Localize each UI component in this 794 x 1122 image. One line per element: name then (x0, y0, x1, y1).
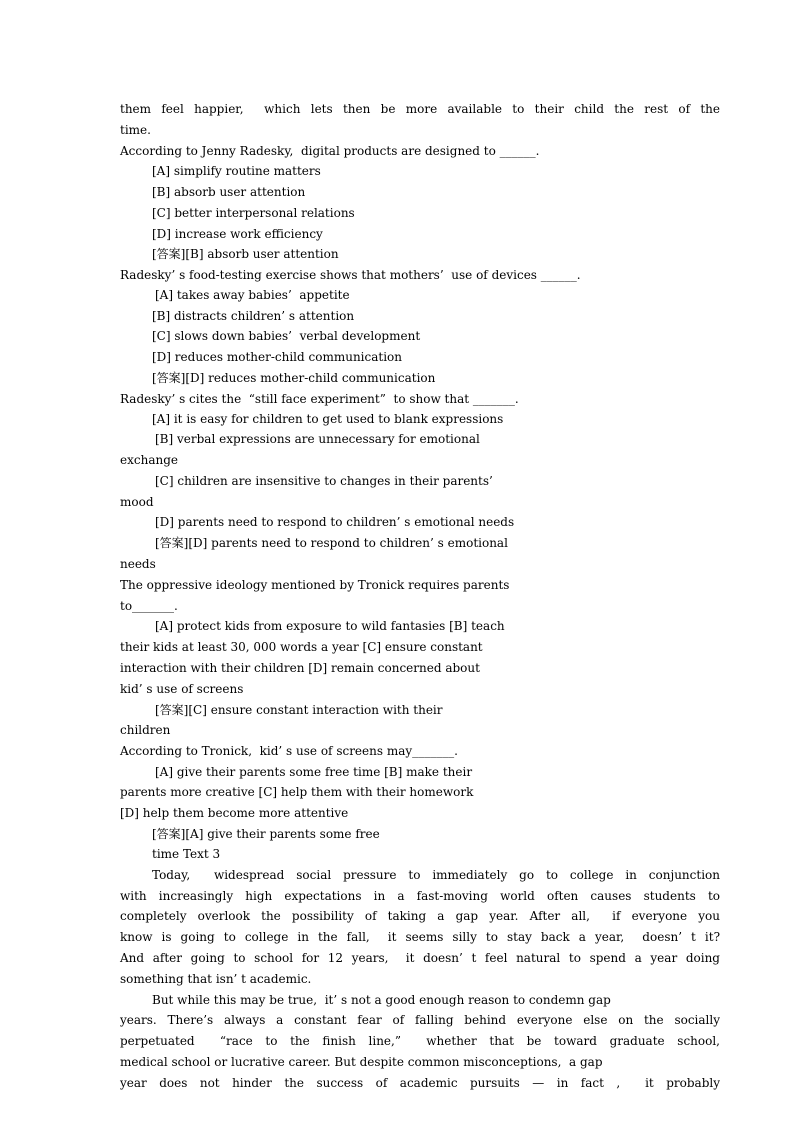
text-line: to_______. (120, 599, 178, 613)
paragraph-line: medical school or lucrative career. But despite common misconceptions, a gap (120, 1055, 603, 1069)
paragraph-line: year does not hinder the success of academic pursuits — in fact , it probably (120, 1076, 720, 1090)
text-line: interaction with their children [D] remain concerned about (120, 661, 480, 675)
paragraph-line: And after going to school for 12 years, it doesn’ t feel natural to spend a year doing (120, 951, 720, 965)
option-line: [C] better interpersonal relations (152, 206, 355, 220)
paragraph-line: perpetuated “race to the finish line,” whether that be toward graduate school, (120, 1034, 720, 1048)
text-line: mood (120, 495, 154, 509)
option-line: [B] distracts children’ s attention (152, 309, 355, 323)
paragraph-line: years. There’s always a constant fear of falling behind everyone else on the socially (120, 1013, 720, 1027)
text-line: their kids at least 30, 000 words a year [C] ensure constant (120, 640, 483, 654)
option-line: [D] parents need to respond to children’ s emotional needs (155, 515, 515, 529)
option-line: [A] takes away babies’ appetite (155, 288, 350, 302)
paragraph-line: with increasingly high expectations in a fast-moving world often causes students to (120, 889, 720, 903)
question-line: The oppressive ideology mentioned by Tronick requires parents (120, 578, 510, 592)
option-line: [C] slows down babies’ verbal development (152, 329, 421, 343)
question-line: Radesky’ s food-testing exercise shows that mothers’ use of devices ______. (120, 268, 581, 282)
option-line: [A] protect kids from exposure to wild fantasies [B] teach (155, 619, 505, 633)
text-line: time. (120, 123, 151, 137)
option-line: [A] simplify routine matters (152, 164, 321, 178)
text-line: kid’ s use of screens (120, 682, 244, 696)
text-line: them feel happier, which lets then be more available to their child the rest of the (120, 102, 720, 116)
question-line: According to Jenny Radesky, digital products are designed to ______. (120, 144, 540, 158)
paragraph-line: completely overlook the possibility of taking a gap year. After all, if everyone you (120, 909, 720, 923)
text-line: [D] help them become more attentive (120, 806, 349, 820)
answer-line: [答案][C] ensure constant interaction with their (155, 703, 443, 717)
option-line: [D] reduces mother-child communication (152, 350, 402, 364)
paragraph-line: Today, widespread social pressure to immediately go to college in conjunction (152, 868, 720, 882)
paragraph-line: something that isn’ t academic. (120, 972, 312, 986)
text-line: needs (120, 557, 156, 571)
text-line: parents more creative [C] help them with their homework (120, 785, 474, 799)
option-line: [A] it is easy for children to get used to blank expressions (152, 412, 504, 426)
option-line: [D] increase work efficiency (152, 227, 323, 241)
answer-line: [答案][D] parents need to respond to children’ s emotional (155, 536, 508, 550)
option-line: [C] children are insensitive to changes in their parents’ (155, 474, 493, 488)
option-line: [B] verbal expressions are unnecessary for emotional (155, 432, 480, 446)
question-line: According to Tronick, kid’ s use of screens may_______. (120, 744, 458, 758)
answer-line: [答案][A] give their parents some free (152, 827, 380, 841)
text-line: exchange (120, 453, 178, 467)
option-line: [A] give their parents some free time [B] make their (155, 765, 473, 779)
answer-line: [答案][D] reduces mother-child communication (152, 371, 436, 385)
option-line: [B] absorb user attention (152, 185, 306, 199)
answer-line: [答案][B] absorb user attention (152, 247, 339, 261)
question-line: Radesky’ s cites the “still face experiment” to show that _______. (120, 392, 519, 406)
paragraph-line: But while this may be true, it’ s not a good enough reason to condemn gap (152, 993, 611, 1007)
text-line: children (120, 723, 171, 737)
section-heading: time Text 3 (152, 847, 221, 861)
paragraph-line: know is going to college in the fall, it seems silly to stay back a year, doesn’ t it? (120, 930, 720, 944)
